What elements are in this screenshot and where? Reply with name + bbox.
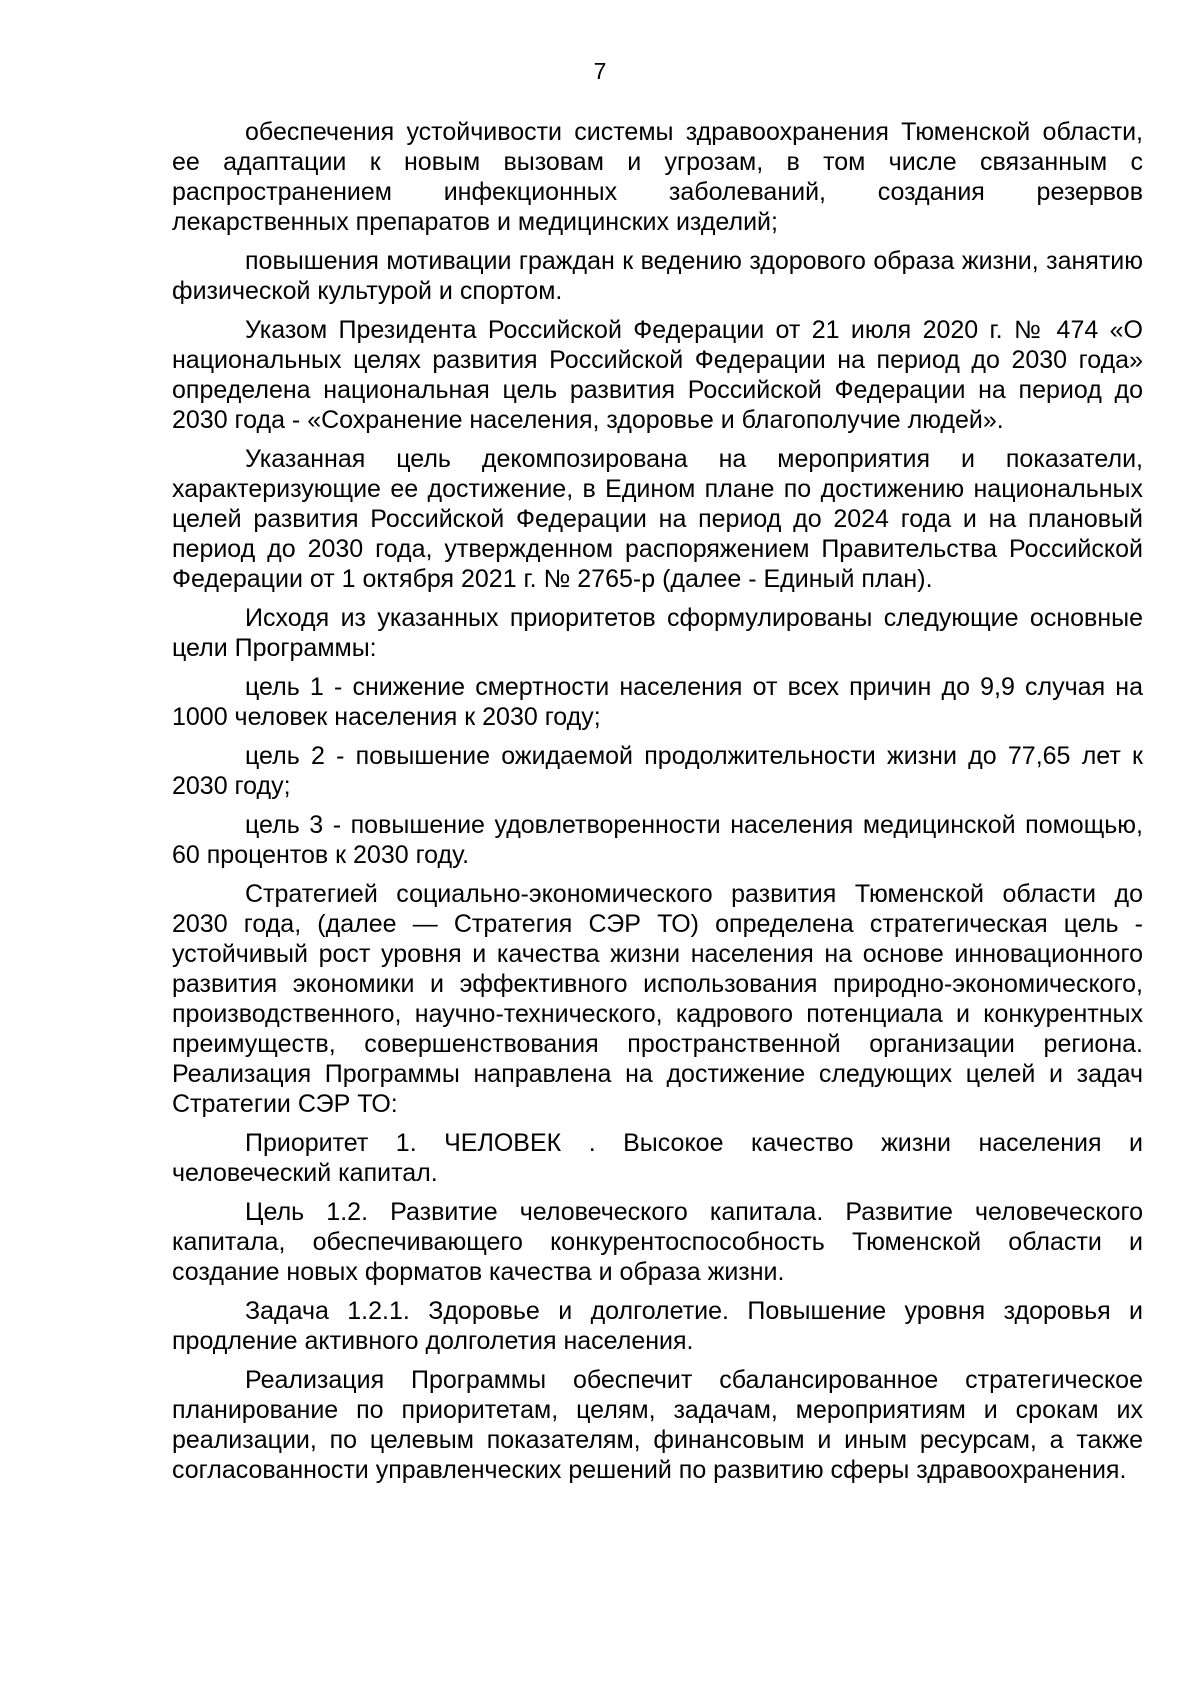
paragraph: Указом Президента Российской Федерации от 21 июля 2020 г. № 474 «О национальных целях развития Российской Федерации на период до 2030 года» определена национальная цель развития Российской Федерации на период до 2030 года - «Сохранение населения, здоровье и благополучие людей». <box>172 316 1143 434</box>
page-number: 7 <box>593 58 607 84</box>
paragraph: Указанная цель декомпозирована на мероприятия и показатели, характеризующие ее достижение, в Едином плане по достижению национальных целей развития Российской Федерации на период до 2024 года и на плановый период до 2030 года, утвержденном распоряжением Правительства Российской Федерации от 1 октября 2021 г. № 2765-р (далее - Единый план). <box>172 445 1143 593</box>
strategy-goal-item: Цель 1.2. Развитие человеческого капитала. Развитие человеческого капитала, обеспечивающего конкурентоспособность Тюменской области и создание новых форматов качества и образа жизни. <box>172 1198 1143 1286</box>
paragraph: Исходя из указанных приоритетов сформулированы следующие основные цели Программы: <box>172 604 1143 662</box>
paragraph: Реализация Программы обеспечит сбалансированное стратегическое планирование по приоритетам, целям, задачам, мероприятиям и срокам их реализации, по целевым показателям, финансовым и иным ресурсам, а также согласованности управленческих решений по развитию сферы здравоохранения. <box>172 1366 1143 1484</box>
goal-item: цель 1 - снижение смертности населения от всех причин до 9,9 случая на 1000 человек населения к 2030 году; <box>172 673 1143 731</box>
document-body <box>172 117 1143 1494</box>
priority-item: Приоритет 1. ЧЕЛОВЕК . Высокое качество жизни населения и человеческий капитал. <box>172 1129 1143 1187</box>
goal-item: цель 2 - повышение ожидаемой продолжительности жизни до 77,65 лет к 2030 году; <box>172 742 1143 800</box>
goal-item: цель 3 - повышение удовлетворенности населения медицинской помощью, 60 процентов к 2030 году. <box>172 811 1143 869</box>
paragraph: обеспечения устойчивости системы здравоохранения Тюменской области, ее адаптации к новым вызовам и угрозам, в том числе связанным с распространением инфекционных заболеваний, создания резервов лекарственных препаратов и медицинских изделий; <box>172 118 1143 236</box>
paragraph: повышения мотивации граждан к ведению здорового образа жизни, занятию физической культурой и спортом. <box>172 247 1143 305</box>
paragraph: Стратегией социально-экономического развития Тюменской области до 2030 года, (далее — Стратегия СЭР ТО) определена стратегическая цель - устойчивый рост уровня и качества жизни населения на основе инновационного развития экономики и эффективного использования природно-экономического, производственного, научно-технического, кадрового потенциала и конкурентных преимуществ, совершенствования пространственной организации региона. Реализация Программы направлена на достижение следующих целей и задач Стратегии СЭР ТО: <box>172 880 1143 1118</box>
strategy-task-item: Задача 1.2.1. Здоровье и долголетие. Повышение уровня здоровья и продление активного долголетия населения. <box>172 1297 1143 1355</box>
